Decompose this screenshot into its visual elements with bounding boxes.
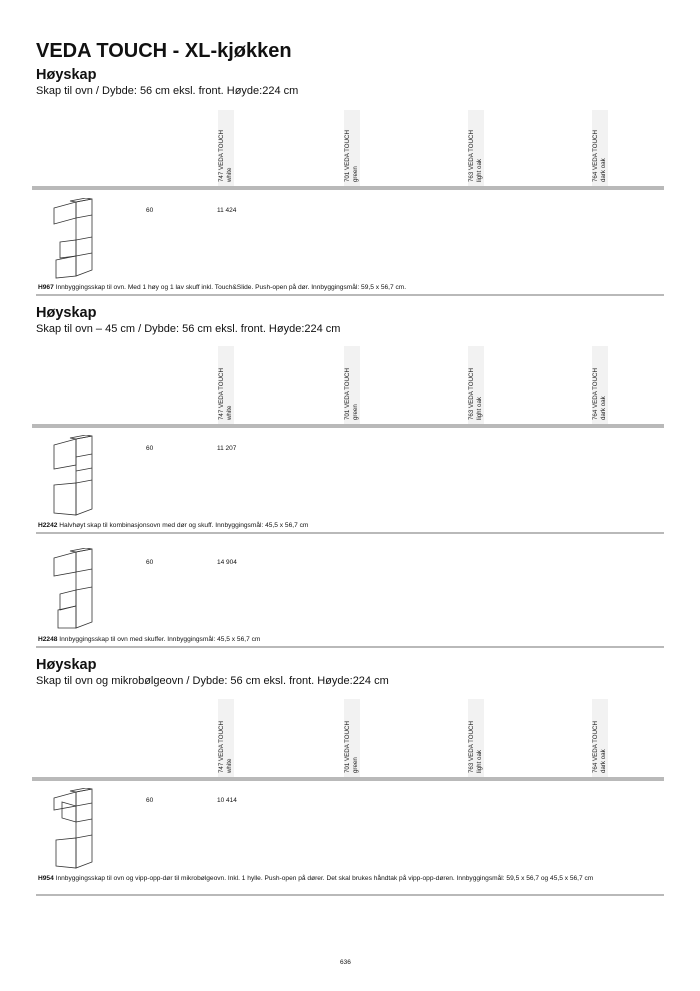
column-label-green: 701 VEDA TOUCH green — [344, 367, 359, 420]
column-label-light-oak: 763 VEDA TOUCH light oak — [468, 720, 483, 773]
width-value: 60 — [146, 445, 154, 452]
product-description: H2242 Halvhøyt skap til kombinasjonsovn med dør og skuff. Innbyggingsmål: 45,5 x 56,7 cm — [38, 522, 309, 529]
column-header — [32, 110, 664, 190]
page-number: 636 — [340, 959, 351, 966]
column-label-dark-oak: 764 VEDA TOUCH dark oak — [592, 129, 607, 182]
column-header — [32, 346, 664, 428]
width-value: 60 — [146, 797, 154, 804]
column-label-dark-oak: 764 VEDA TOUCH dark oak — [592, 720, 607, 773]
width-value: 60 — [146, 559, 154, 566]
column-label-white: 747 VEDA TOUCH white — [218, 129, 233, 182]
cabinet-drawing-icon — [46, 435, 102, 517]
price-white: 14 904 — [217, 559, 237, 566]
section-title: Høyskap — [36, 305, 97, 321]
price-white: 11 207 — [217, 445, 237, 452]
cabinet-drawing-icon — [46, 548, 102, 630]
product-code: H967 — [38, 284, 54, 291]
section-subtitle: Skap til ovn og mikrobølgeovn / Dybde: 56 cm eksl. front. Høyde:224 cm — [36, 675, 389, 687]
width-value: 60 — [146, 207, 154, 214]
price-white: 10 414 — [217, 797, 237, 804]
column-label-green: 701 VEDA TOUCH green — [344, 720, 359, 773]
column-label-green: 701 VEDA TOUCH green — [344, 129, 359, 182]
product-description: H954 Innbyggingsskap til ovn og vipp-opp-dør til mikrobølgeovn. Inkl. 1 hylle. Push-open på dører. Det skal brukes håndtak på vipp-opp-døren. Innbyggingsmål: 59,5 x 56,7 og 45,5 x 56,7 cm — [38, 875, 594, 882]
section-subtitle: Skap til ovn / Dybde: 56 cm eksl. front. Høyde:224 cm — [36, 85, 299, 97]
column-label-light-oak: 763 VEDA TOUCH light oak — [468, 367, 483, 420]
section-title: Høyskap — [36, 657, 97, 673]
column-label-white: 747 VEDA TOUCH white — [218, 367, 233, 420]
product-code: H2242 — [38, 522, 58, 529]
section-title: Høyskap — [36, 67, 97, 83]
product-description: H2248 Innbyggingsskap til ovn med skuffer. Innbyggingsmål: 45,5 x 56,7 cm — [38, 636, 261, 643]
column-label-light-oak: 763 VEDA TOUCH light oak — [468, 129, 483, 182]
price-white: 11 424 — [217, 207, 237, 214]
product-description: H967 Innbyggingsskap til ovn. Med 1 høy og 1 lav skuff inkl. Touch&Slide. Push-open på dør. Innbyggingsmål: 59,5 x 56,7 cm. — [38, 284, 407, 291]
column-label-white: 747 VEDA TOUCH white — [218, 720, 233, 773]
cabinet-drawing-icon — [46, 198, 102, 280]
product-code: H2248 — [38, 636, 58, 643]
column-header — [32, 699, 664, 781]
section-subtitle: Skap til ovn – 45 cm / Dybde: 56 cm eksl. front. Høyde:224 cm — [36, 323, 341, 335]
product-code: H954 — [38, 875, 54, 882]
column-label-dark-oak: 764 VEDA TOUCH dark oak — [592, 367, 607, 420]
cabinet-drawing-icon — [46, 788, 102, 870]
page-title: VEDA TOUCH - XL-kjøkken — [36, 40, 292, 62]
